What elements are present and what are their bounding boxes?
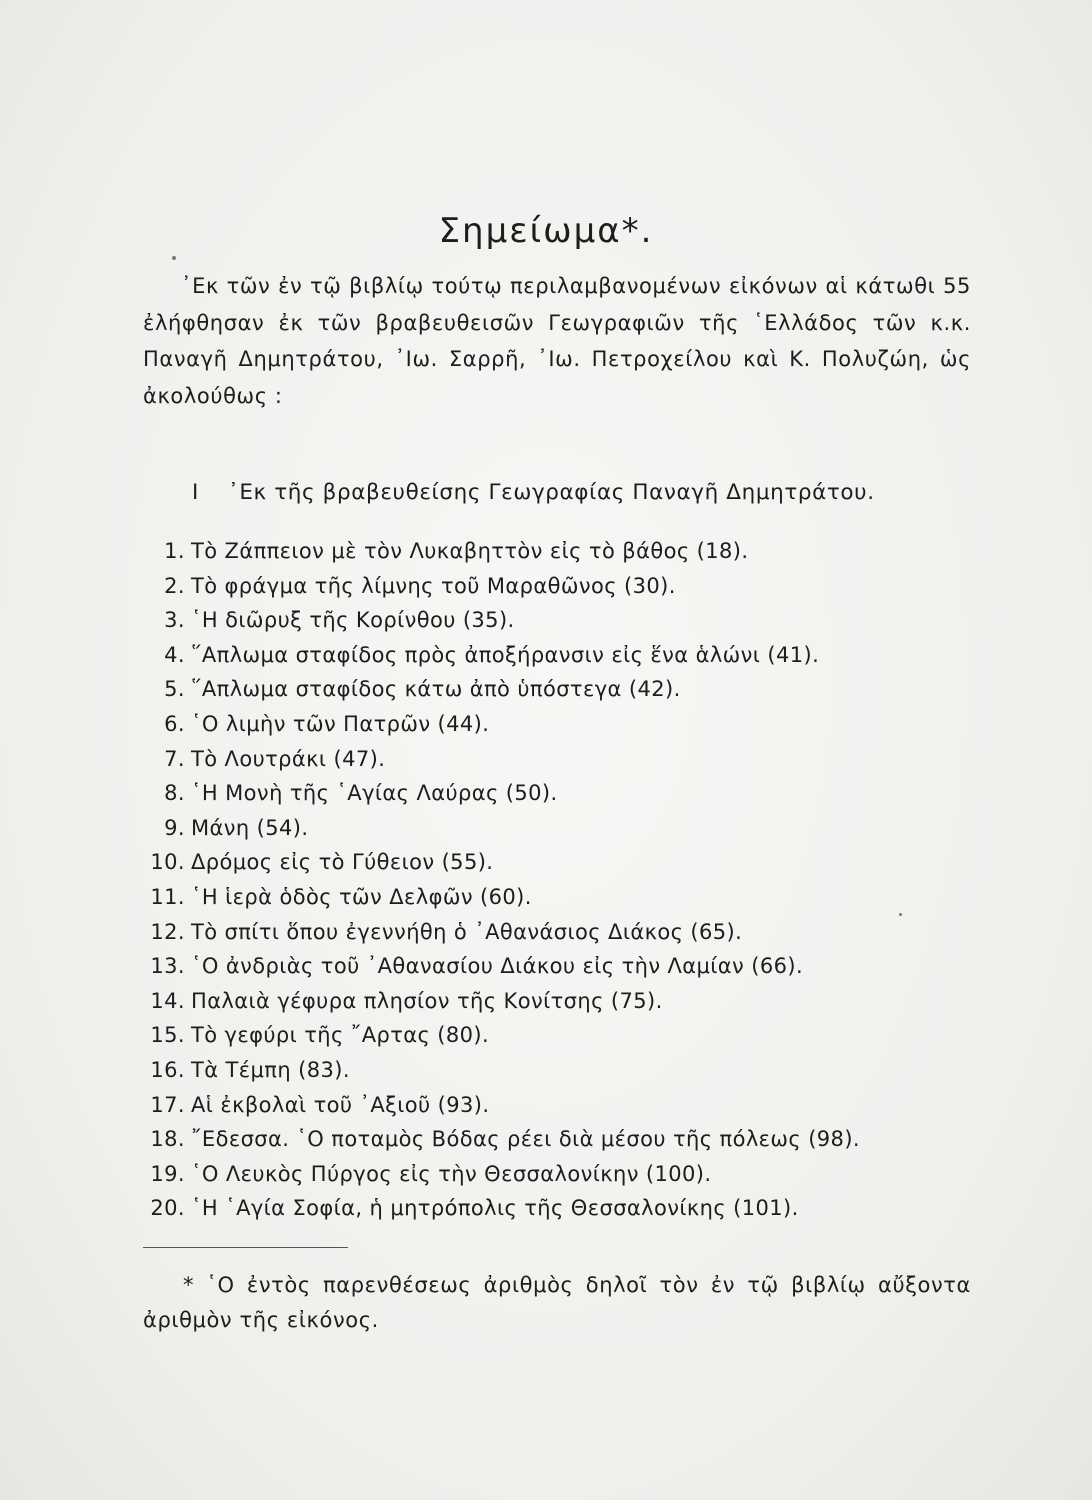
- list-item: [143, 1088, 973, 1123]
- list-item: [143, 984, 973, 1019]
- section-heading: [192, 480, 875, 505]
- item-number: 4.: [164, 642, 185, 667]
- list-item: [143, 880, 973, 915]
- footnote: [143, 1268, 971, 1338]
- item-number: 13.: [150, 954, 185, 979]
- item-number: 1.: [164, 539, 185, 563]
- item-number: 20.: [150, 1196, 185, 1221]
- list-item: [143, 845, 973, 880]
- section-numeral: I: [192, 480, 199, 505]
- item-number: 6.: [164, 711, 185, 736]
- section-heading-text: ᾿Εκ τῆς βραβευθείσης Γεωγραφίας Παναγῆ Δημητράτου.: [228, 480, 875, 505]
- list-item: [143, 915, 973, 950]
- item-text: ῾Ο Λευκὸς Πύργος εἰς τὴν Θεσσαλονίκην (100).: [191, 1161, 712, 1186]
- item-number: 19.: [150, 1161, 185, 1186]
- item-number: 9.: [164, 815, 185, 840]
- paper-speck: [899, 913, 902, 916]
- list-item: [143, 776, 973, 811]
- item-text: Τὰ Τέμπη (83).: [191, 1057, 350, 1082]
- item-number: 3.: [164, 608, 185, 633]
- item-text: ῞Απλωμα σταφίδος κάτω ἀπὸ ὑπόστεγα (42).: [191, 677, 681, 702]
- item-text: ῾Η διῶρυξ τῆς Κορίνθου (35).: [191, 608, 515, 633]
- list-item: [143, 638, 973, 673]
- item-number: 2.: [164, 573, 185, 598]
- intro-paragraph: [143, 268, 971, 414]
- list-item: [143, 742, 973, 777]
- list-item: [143, 1053, 973, 1088]
- item-number: 7.: [164, 746, 185, 771]
- list-item: [143, 1122, 973, 1157]
- footnote-divider: [143, 1247, 348, 1248]
- item-text: Παλαιὰ γέφυρα πλησίον τῆς Κονίτσης (75).: [191, 988, 663, 1013]
- paper-speck: [172, 256, 176, 260]
- list-item: [143, 811, 973, 846]
- item-text: Μάνη (54).: [191, 815, 309, 840]
- list-item: [143, 534, 973, 569]
- item-text: ῾Ο ἀνδριὰς τοῦ ᾿Αθανασίου Διάκου εἰς τὴν Λαμίαν (66).: [191, 954, 804, 979]
- item-text: Τὸ φράγμα τῆς λίμνης τοῦ Μαραθῶνος (30).: [191, 573, 676, 598]
- item-text: ῾Η ῾Αγία Σοφία, ἡ μητρόπολις τῆς Θεσσαλονίκης (101).: [191, 1196, 799, 1221]
- item-number: 12.: [150, 919, 185, 944]
- item-number: 5.: [164, 677, 185, 702]
- item-number: 16.: [150, 1057, 185, 1082]
- item-text: ῾Η Μονὴ τῆς ῾Αγίας Λαύρας (50).: [191, 781, 558, 806]
- item-number: 10.: [150, 850, 185, 875]
- image-list: [143, 534, 973, 1226]
- item-number: 8.: [164, 781, 185, 806]
- list-item: [143, 1157, 973, 1192]
- item-text: Τὸ Λουτράκι (47).: [191, 746, 386, 771]
- page-title: Σημείωμα*.: [438, 210, 654, 251]
- item-number: 15.: [150, 1023, 185, 1048]
- item-number: 18.: [150, 1127, 185, 1152]
- item-text: ῎Εδεσσα. ῾Ο ποταμὸς Βόδας ρέει διὰ μέσου τῆς πόλεως (98).: [191, 1127, 860, 1152]
- item-text: Δρόμος εἰς τὸ Γύθειον (55).: [191, 850, 494, 875]
- list-item: [143, 1191, 973, 1226]
- list-item: [143, 672, 973, 707]
- item-text: Τὸ σπίτι ὅπου ἐγεννήθη ὁ ᾿Αθανάσιος Διάκος (65).: [191, 919, 743, 944]
- list-item: [143, 603, 973, 638]
- list-item: [143, 949, 973, 984]
- intro-text: ᾿Εκ τῶν ἐν τῷ βιβλίῳ τούτῳ περιλαμβανομένων εἰκόνων αἱ κάτωθι 55 ἐλήφθησαν ἐκ τῶν βραβευθεισῶν Γεωγραφιῶν τῆς ῾Ελλάδος τῶν κ.κ. Παναγῆ Δημητράτου, ᾿Ιω. Σαρρῆ, ᾿Ιω. Πετροχείλου καὶ Κ. Πολυζώη, ὡς ἀκολούθως :: [143, 274, 971, 408]
- list-item: [143, 707, 973, 742]
- item-text: Τὸ Ζάππειον μὲ τὸν Λυκαβηττὸν εἰς τὸ βάθος (18).: [191, 539, 749, 563]
- item-text: Τὸ γεφύρι τῆς ῎Αρτας (80).: [191, 1023, 490, 1048]
- item-number: 14.: [150, 988, 185, 1013]
- footnote-text: * ῾Ο ἐντὸς παρενθέσεως ἀριθμὸς δηλοῖ τὸν ἐν τῷ βιβλίῳ αὔξοντα ἀριθμὸν τῆς εἰκόνος.: [143, 1273, 971, 1332]
- list-item: [143, 569, 973, 604]
- item-text: ῾Ο λιμὴν τῶν Πατρῶν (44).: [191, 711, 490, 736]
- item-text: Αἱ ἐκβολαὶ τοῦ ᾿Αξιοῦ (93).: [191, 1092, 490, 1117]
- item-number: 17.: [150, 1092, 185, 1117]
- item-text: ῾Η ἱερὰ ὁδὸς τῶν Δελφῶν (60).: [191, 884, 532, 909]
- item-number: 11.: [150, 884, 185, 909]
- item-text: ῞Απλωμα σταφίδος πρὸς ἀποξήρανσιν εἰς ἕνα ἁλώνι (41).: [191, 642, 820, 667]
- list-item: [143, 1018, 973, 1053]
